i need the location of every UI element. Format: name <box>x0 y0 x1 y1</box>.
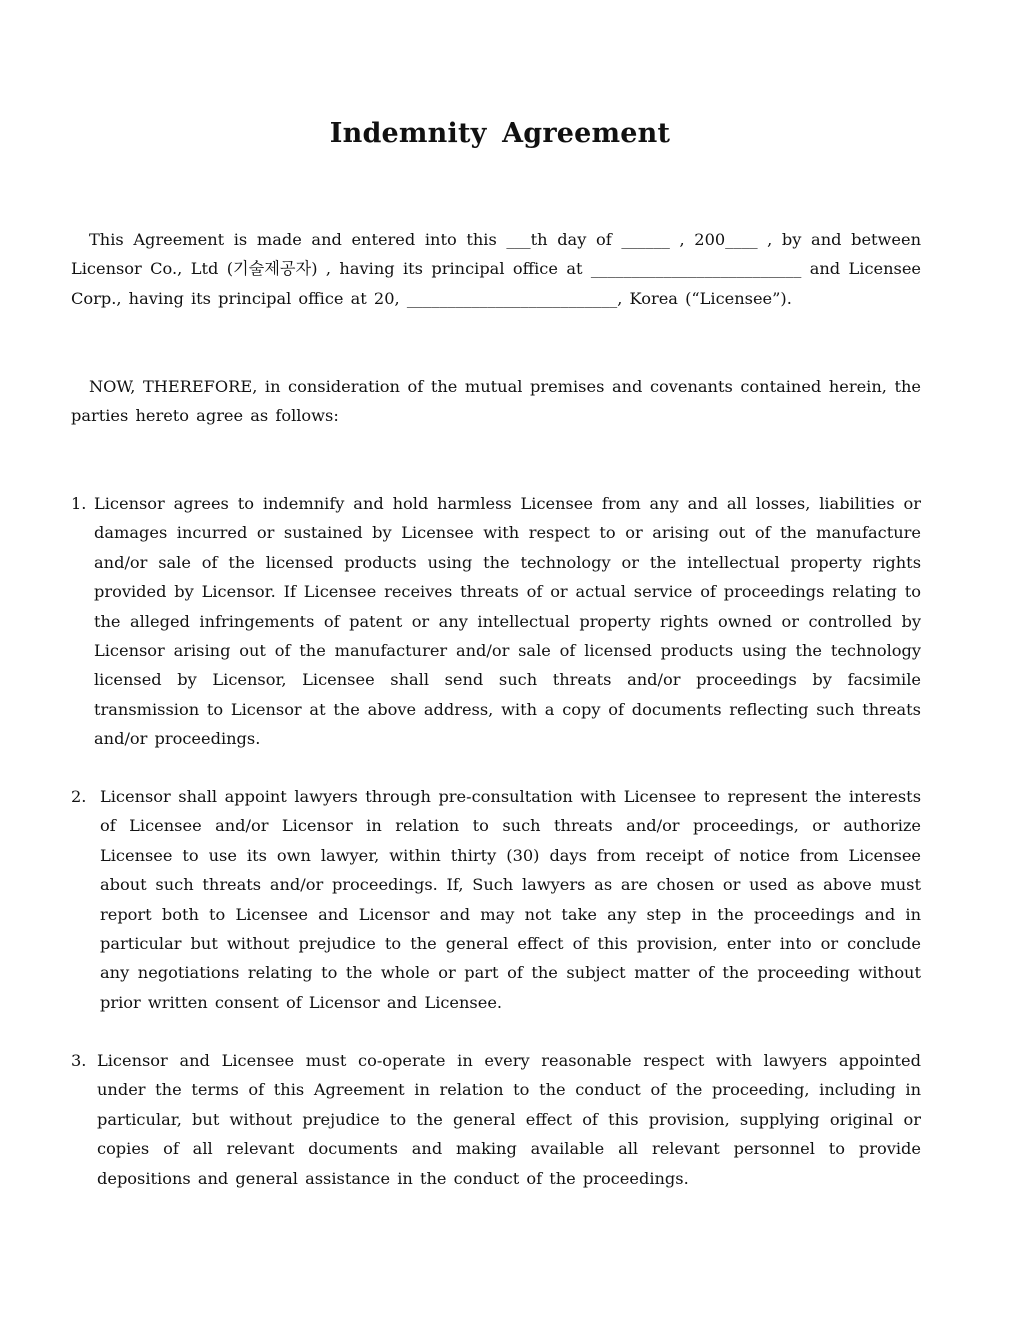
clause-1 <box>71 489 921 754</box>
clause-number: 3. <box>71 1051 87 1070</box>
intro-paragraph: This Agreement is made and entered into this ___th day of ______ , 200____ , by and between Licensor Co., Ltd (기술제공자) , having its principal office at __________________________ and Licensee Corp., having its principal office at 20, __________________________, Korea (“Licensee”). <box>71 230 921 308</box>
clause-text: Licensor and Licensee must co-operate in every reasonable respect with lawyers appointed under the terms of this Agreement in relation to the conduct of the proceeding, including in particular, but without prejudice to the general effect of this provision, supplying original or copies of all relevant documents and making available all relevant personnel to provide depositions and general assistance in the conduct of the proceedings. <box>97 1051 921 1188</box>
clause-2 <box>71 782 921 1017</box>
document-title: Indemnity Agreement <box>329 118 671 149</box>
clause-3 <box>71 1046 921 1193</box>
now-therefore-paragraph: NOW, THEREFORE, in consideration of the mutual premises and covenants contained herein, the parties hereto agree as follows: <box>71 377 921 426</box>
clause-text: Licensor agrees to indemnify and hold harmless Licensee from any and all losses, liabilities or damages incurred or sustained by Licensee with respect to or arising out of the manufacture and/or sale of the licensed products using the technology or the intellectual property rights provided by Licensor. If Licensee receives threats of or actual service of proceedings relating to the alleged infringements of patent or any intellectual property rights owned or controlled by Licensor arising out of the manufacturer and/or sale of licensed products using the technology licensed by Licensor, Licensee shall send such threats and/or proceedings by facsimile transmission to Licensor at the above address, with a copy of documents reflecting such threats and/or proceedings. <box>94 494 921 749</box>
clause-number: 1. <box>71 494 87 513</box>
clause-text: Licensor shall appoint lawyers through pre-consultation with Licensee to represent the interests of Licensee and/or Licensor in relation to such threats and/or proceedings, or authorize Licensee to use its own lawyer, within thirty (30) days from receipt of notice from Licensee about such threats and/or proceedings. If, Such lawyers as are chosen or used as above must report both to Licensee and Licensor and may not take any step in the proceedings and in particular but without prejudice to the general effect of this provision, enter into or conclude any negotiations relating to the whole or part of the subject matter of the proceeding without prior written consent of Licensor and Licensee. <box>100 787 921 1012</box>
clause-number: 2. <box>71 787 87 806</box>
